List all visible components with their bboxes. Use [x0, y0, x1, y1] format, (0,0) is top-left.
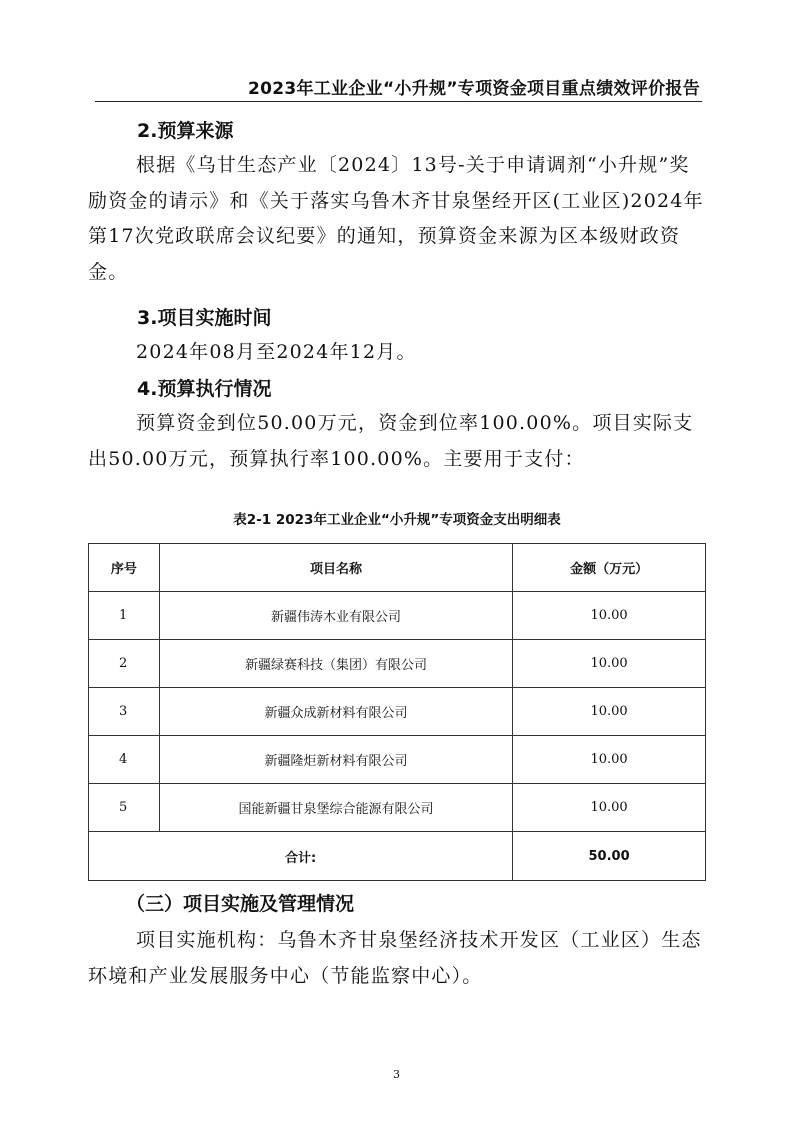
row-project-name: 新疆伟涛木业有限公司	[159, 592, 512, 640]
row-index: 2	[89, 640, 160, 688]
page-number: 3	[393, 1068, 400, 1081]
row-project-name: 新疆众成新材料有限公司	[159, 688, 512, 736]
row-amount: 10.00	[513, 640, 706, 688]
row-project-name: 新疆绿赛科技（集团）有限公司	[159, 640, 512, 688]
heading-budget-source: 2.预算来源	[137, 120, 234, 142]
table-row	[89, 592, 706, 640]
column-header-project-name: 项目名称	[159, 544, 512, 592]
table-row	[89, 784, 706, 832]
heading-budget-execution: 4.预算执行情况	[137, 378, 272, 400]
row-index: 3	[89, 688, 160, 736]
header-rule	[95, 101, 702, 102]
row-amount: 10.00	[513, 736, 706, 784]
heading-implementation-management: （三）项目实施及管理情况	[126, 893, 355, 915]
table-row	[89, 640, 706, 688]
row-index: 1	[89, 592, 160, 640]
total-label: 合计:	[89, 832, 513, 881]
table-row	[89, 688, 706, 736]
heading-implementation-time: 3.项目实施时间	[137, 307, 272, 329]
row-amount: 10.00	[513, 592, 706, 640]
row-project-name: 国能新疆甘泉堡综合能源有限公司	[159, 784, 512, 832]
table-caption: 表2-1 2023年工业企业“小升规”专项资金支出明细表	[233, 512, 561, 528]
paragraph-budget-execution: 预算资金到位50.00万元，资金到位率100.00%。项目实际支出50.00万元，预算执行率100.00%。主要用于支付：	[88, 412, 694, 470]
paragraph-budget-source: 根据《乌甘生态产业〔2024〕13号-关于申请调剂“小升规”奖励资金的请示》和《关于落实乌鲁木齐甘泉堡经开区(工业区)2024年第17次党政联席会议纪要》的通知，预算资金来源为区本级财政资金。	[88, 154, 704, 283]
table-header-row	[89, 544, 706, 592]
row-project-name: 新疆隆炬新材料有限公司	[159, 736, 512, 784]
table-row	[89, 736, 706, 784]
row-amount: 10.00	[513, 784, 706, 832]
table-total-row	[89, 832, 706, 881]
paragraph-implementation-agency: 项目实施机构：乌鲁木齐甘泉堡经济技术开发区（工业区）生态环境和产业发展服务中心（节能监察中心）。	[88, 929, 702, 987]
column-header-index: 序号	[89, 544, 160, 592]
expenditure-table	[88, 543, 706, 881]
total-amount: 50.00	[513, 832, 706, 881]
row-index: 5	[89, 784, 160, 832]
row-amount: 10.00	[513, 688, 706, 736]
row-index: 4	[89, 736, 160, 784]
column-header-amount: 金额（万元）	[513, 544, 706, 592]
report-header-title: 2023年工业企业“小升规”专项资金项目重点绩效评价报告	[247, 79, 700, 99]
paragraph-implementation-time: 2024年08月至2024年12月。	[136, 341, 417, 363]
